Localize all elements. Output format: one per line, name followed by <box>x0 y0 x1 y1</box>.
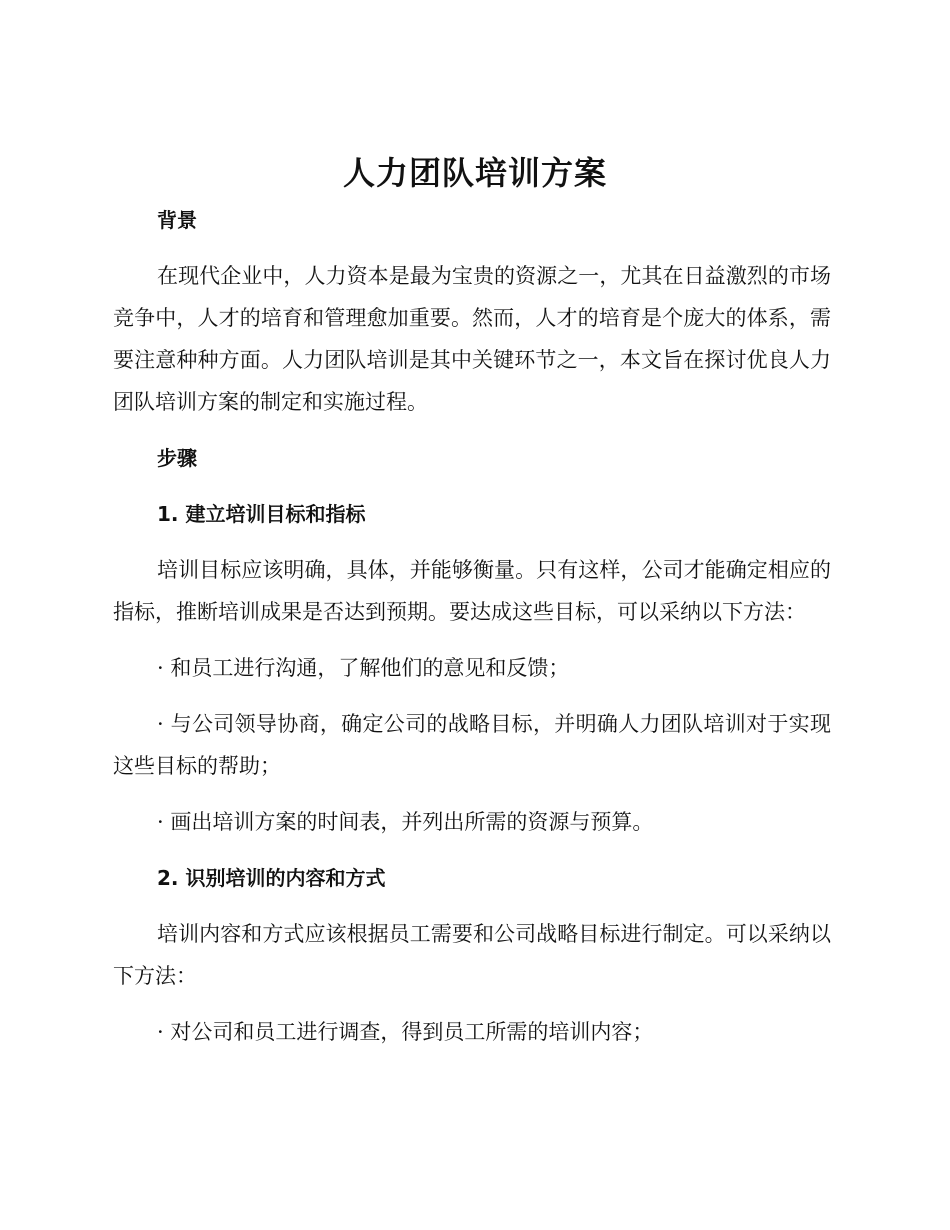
paragraph-step-2: 培训内容和方式应该根据员工需要和公司战略目标进行制定。可以采纳以下方法： <box>113 922 831 988</box>
bullet-item: · 与公司领导协商，确定公司的战略目标，并明确人力团队培训对于实现这些目标的帮助； <box>113 712 831 778</box>
section-heading-steps: 步骤 <box>157 446 197 470</box>
step-heading-2: 2. 识别培训的内容和方式 <box>157 866 386 890</box>
document-title: 人力团队培训方案 <box>342 154 607 192</box>
bullet-item: · 对公司和员工进行调查，得到员工所需的培训内容； <box>157 1020 654 1044</box>
document-body <box>113 199 831 1053</box>
bullet-item: · 画出培训方案的时间表，并列出所需的资源与预算。 <box>157 810 654 834</box>
step-heading-1: 1. 建立培训目标和指标 <box>157 502 366 526</box>
bullet-item: · 和员工进行沟通，了解他们的意见和反馈； <box>157 656 570 680</box>
paragraph-step-1: 培训目标应该明确，具体，并能够衡量。只有这样，公司才能确定相应的指标，推断培训成果是否达到预期。要达成这些目标，可以采纳以下方法： <box>113 558 831 624</box>
section-heading-background: 背景 <box>157 208 197 232</box>
paragraph-background: 在现代企业中，人力资本是最为宝贵的资源之一，尤其在日益激烈的市场竞争中，人才的培育和管理愈加重要。然而，人才的培育是个庞大的体系，需要注意种种方面。人力团队培训是其中关键环节之一，本文旨在探讨优良人力团队培训方案的制定和实施过程。 <box>113 264 831 414</box>
